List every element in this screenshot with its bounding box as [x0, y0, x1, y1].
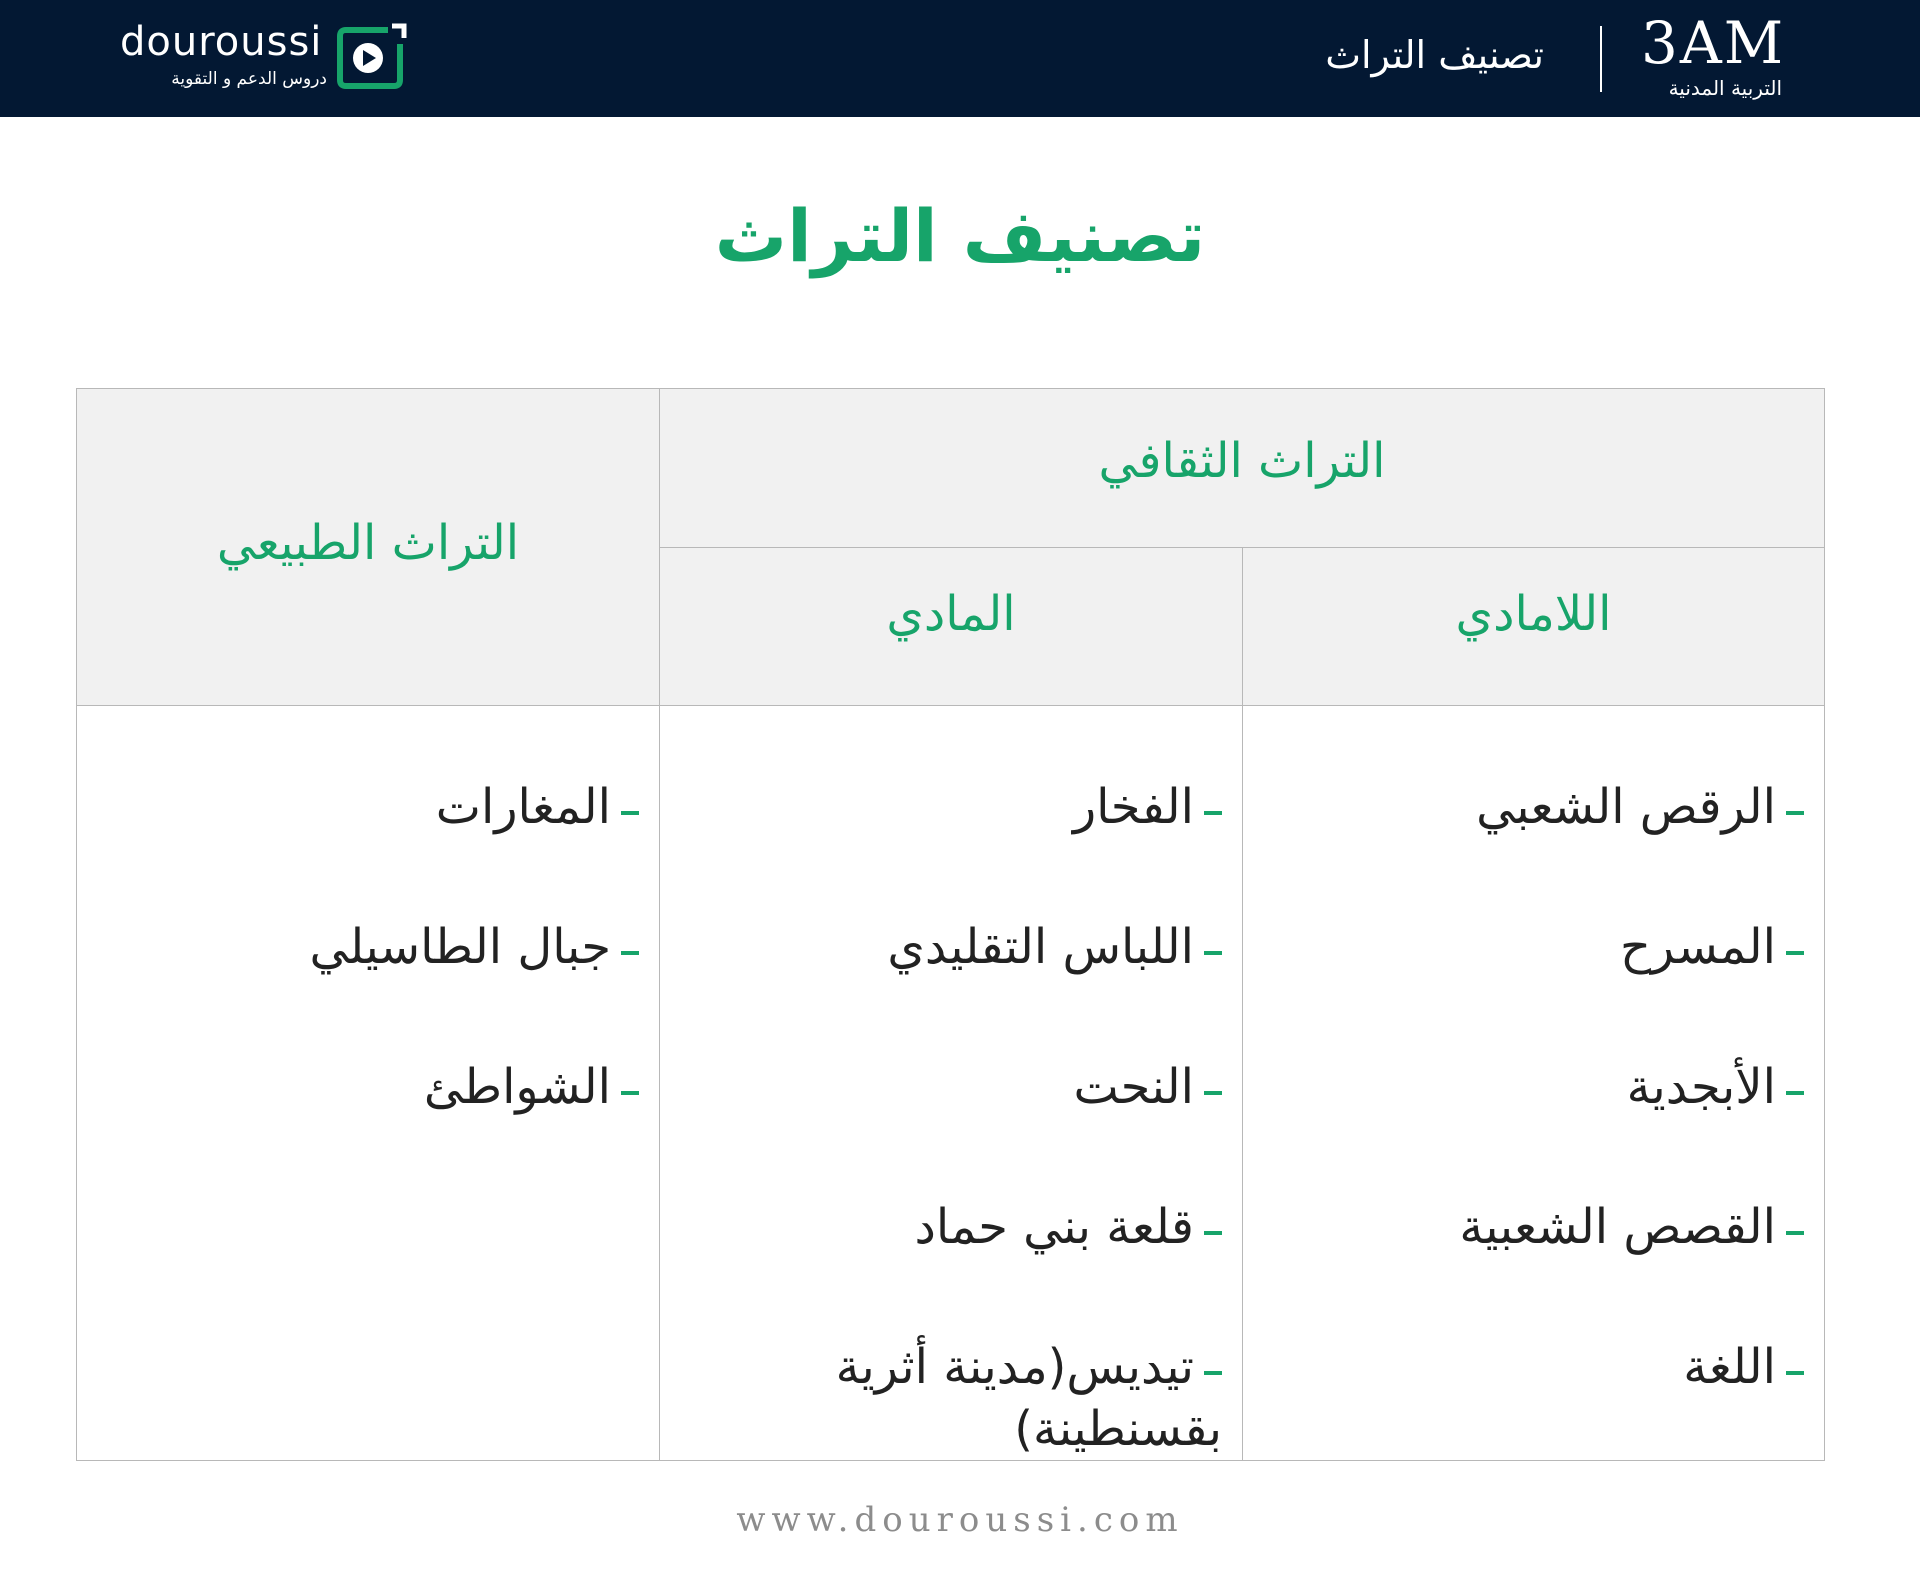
bullet-dash	[1786, 811, 1804, 815]
list-item: النحت	[1073, 1056, 1222, 1118]
list-item: الرقص الشعبي	[1476, 776, 1804, 838]
list-item: اللباس التقليدي	[887, 916, 1222, 978]
bullet-dash	[1786, 951, 1804, 955]
intangible-label: اللامادي	[1455, 586, 1612, 642]
lesson-title: تصنيف التراث	[1325, 33, 1544, 77]
intangible-cell	[1242, 705, 1825, 1461]
cultural-heritage-header	[659, 388, 1825, 548]
list-item: قلعة بني حماد	[914, 1196, 1222, 1258]
brand-name: douroussi	[120, 19, 323, 65]
bullet-dash	[1786, 1371, 1804, 1375]
bullet-dash	[1204, 1371, 1222, 1375]
bullet-dash	[1204, 1231, 1222, 1235]
top-header-bar	[0, 0, 1920, 117]
bullet-dash	[1786, 1091, 1804, 1095]
intangible-header	[1242, 547, 1825, 706]
footer-url[interactable]: www.douroussi.com	[736, 1500, 1184, 1540]
cultural-heritage-label: التراث الثقافي	[1098, 433, 1386, 489]
header-divider	[1600, 26, 1602, 92]
bullet-dash	[1786, 1231, 1804, 1235]
tangible-label: المادي	[886, 586, 1016, 642]
list-item: القصص الشعبية	[1459, 1196, 1804, 1258]
bullet-dash	[1204, 811, 1222, 815]
level-code: 3AM	[1641, 9, 1786, 77]
play-icon	[336, 22, 408, 94]
bullet-dash	[1204, 951, 1222, 955]
tangible-cell	[659, 705, 1243, 1461]
page-title: تصنيف التراث	[714, 194, 1206, 278]
list-item: الشواطئ	[424, 1056, 639, 1118]
list-item: جبال الطاسيلي	[310, 916, 639, 978]
list-item: المسرح	[1620, 916, 1804, 978]
list-item: تيديس(مدينة أثرية بقسنطينة)	[835, 1339, 1222, 1457]
douroussi-logo[interactable]	[120, 18, 420, 98]
natural-heritage-header	[76, 388, 660, 706]
natural-heritage-cell	[76, 705, 660, 1461]
list-item: اللغة	[1683, 1336, 1804, 1398]
bullet-dash	[1204, 1091, 1222, 1095]
list-item: الأبجدية	[1627, 1056, 1804, 1118]
bullet-dash	[621, 811, 639, 815]
natural-heritage-label: التراث الطبيعي	[216, 515, 520, 571]
list-item: المغارات	[436, 776, 639, 838]
list-item: الفخار	[1073, 776, 1222, 838]
level-subject: التربية المدنية	[1668, 76, 1782, 100]
tangible-header	[659, 547, 1243, 706]
bullet-dash	[621, 1091, 639, 1095]
bullet-dash	[621, 951, 639, 955]
brand-tagline: دروس الدعم و التقوية	[171, 69, 327, 89]
